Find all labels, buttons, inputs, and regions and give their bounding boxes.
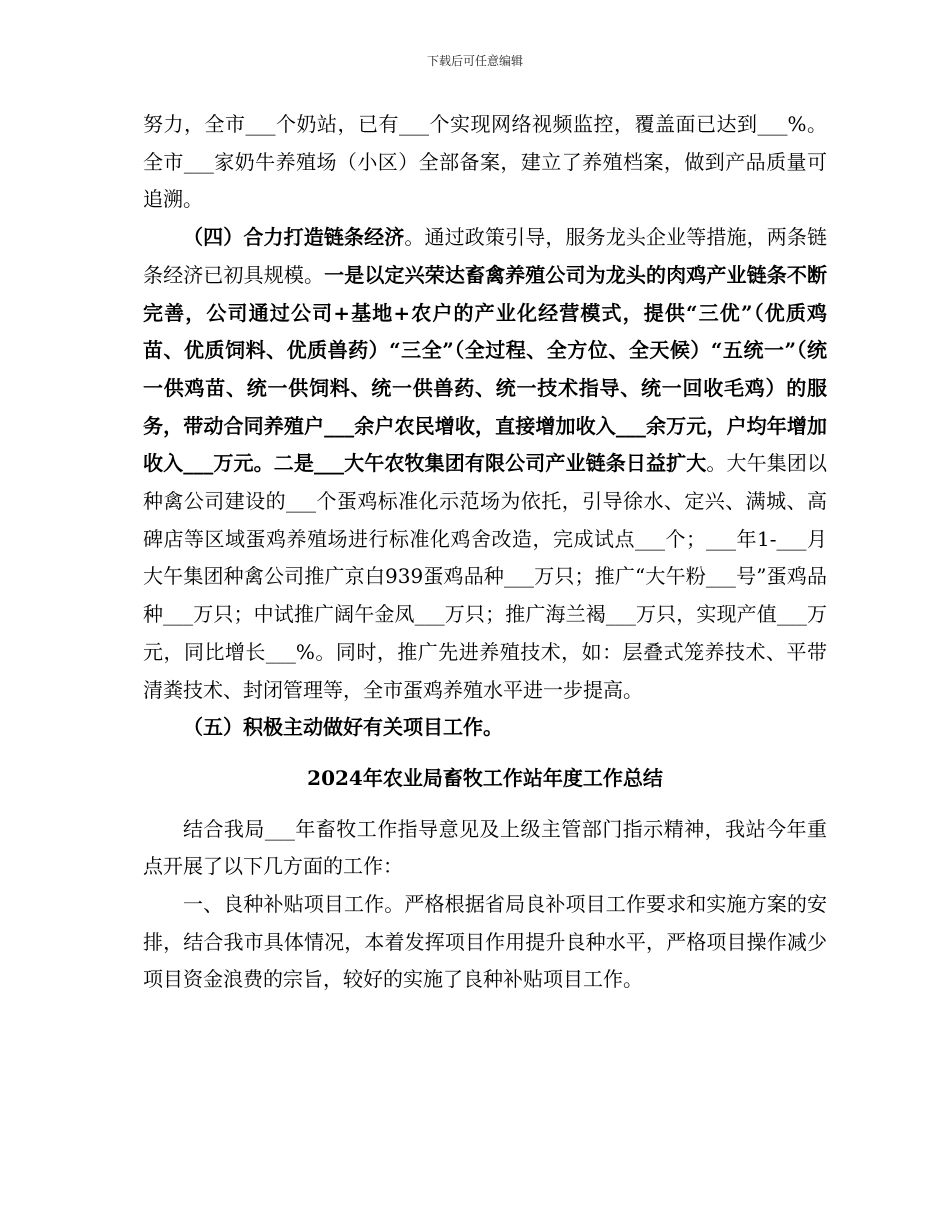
page-header: 下载后可任意编辑 — [426, 54, 523, 68]
chain-economy-detail: 。大午集团以种禽公司建设的___个蛋鸡标准化示范场为依托，引导徐水、定兴、满城、高碑店等区域蛋鸡养殖场进行标准化鸡舍改造，完成试点___个；___年1-___月大午集团种禽公司推广京白939蛋鸡品种___万只；推广“大午粉___号”蛋鸡品种___万只；中试推广阔午金凤___万只；推广海兰褐___万只，实现产值___万元，同比增长___%。同时，推广先进养殖技术，如：层叠式笼养技术、平带清粪技术、封闭管理等，全市蛋鸡养殖水平进一步提高。 — [143, 451, 827, 702]
section-heading-five: （五）积极主动做好有关项目工作。 — [183, 715, 503, 740]
paragraph-breed-subsidy: 一、良种补贴项目工作。严格根据省局良补项目工作要求和实施方案的安排，结合我市具体情况，本着发挥项目作用提升良种水平，严格项目操作减少项目资金浪费的宗旨，较好的实施了良种补贴项目工作。 — [143, 892, 827, 992]
chain-economy-bold-text: 一是以定兴荣达畜禽养殖公司为龙头的肉鸡产业链条不断完善，公司通过公司+基地+农户的产业化经营模式，提供“三优”（优质鸡苗、优质饲料、优质兽药）“三全”（全过程、全方位、全天候）“五统一”（统一供鸡苗、统一供饲料、统一供兽药、统一技术指导、统一回收毛鸡）的服务，带动合同养殖户___余户农民增收，直接增加收入___余万元，户均年增加收入___万元。二是___大午农牧集团有限公司产业链条日益扩大 — [143, 262, 828, 476]
paragraph-milk-stations: 努力，全市___个奶站，已有___个实现网络视频监控，覆盖面已达到___%。全市___家奶牛养殖场（小区）全部备案，建立了养殖档案，做到产品质量可追溯。 — [143, 112, 827, 212]
paragraph-intro: 结合我局___年畜牧工作指导意见及上级主管部门指示精神，我站今年重点开展了以下几方面的工作： — [143, 816, 827, 879]
document-title: 2024年农业局畜牧工作站年度工作总结 — [307, 765, 663, 790]
section-heading-four: （四）合力打造链条经济 — [183, 225, 405, 250]
document-body — [143, 106, 827, 999]
paragraph-chain-economy — [143, 219, 827, 709]
chain-economy-intro: 。通过政策引导，服务龙头企业等措施，两条链条经济已初具规模。 — [143, 225, 828, 287]
